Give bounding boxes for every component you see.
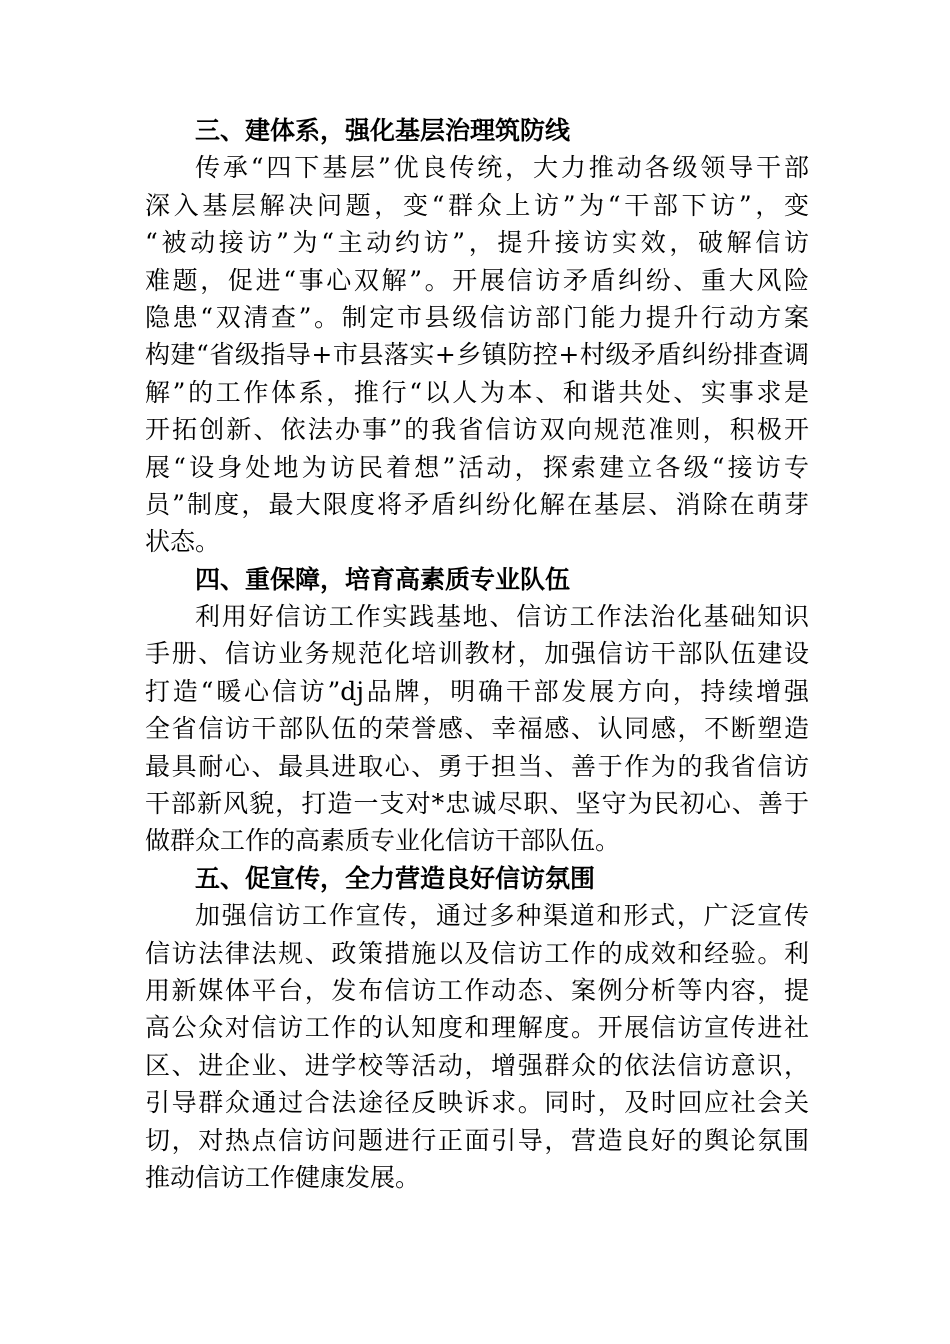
paragraph-line: 用新媒体平台，发布信访工作动态、案例分析等内容，提 <box>145 975 809 1005</box>
paragraph-line: 区、进企业、进学校等活动，增强群众的依法信访意识， <box>145 1050 809 1080</box>
paragraph-line: 员”制度，最大限度将矛盾纠纷化解在基层、消除在萌芽 <box>145 489 809 519</box>
paragraph-line: 最具耐心、最具进取心、勇于担当、善于作为的我省信访 <box>145 751 809 781</box>
paragraph-line: 高公众对信访工作的认知度和理解度。开展信访宣传进社 <box>145 1013 809 1043</box>
paragraph-line: 做群众工作的高素质专业化信访干部队伍。 <box>145 826 621 856</box>
section-heading: 三、建体系，强化基层治理筑防线 <box>195 116 571 145</box>
paragraph-line: 全省信访干部队伍的荣誉感、幸福感、认同感，不断塑造 <box>145 714 809 744</box>
paragraph-line: 推动信访工作健康发展。 <box>145 1162 421 1192</box>
paragraph-line: 手册、信访业务规范化培训教材，加强信访干部队伍建设 <box>145 639 809 669</box>
section-heading: 五、促宣传，全力营造良好信访氛围 <box>195 863 596 893</box>
paragraph-line: 利用好信访工作实践基地、信访工作法治化基础知识 <box>195 602 809 632</box>
paragraph-line: 切，对热点信访问题进行正面引导，营造良好的舆论氛围 <box>145 1125 809 1155</box>
paragraph-line: 打造“暖心信访”dj品牌，明确干部发展方向，持续增强 <box>145 676 809 706</box>
paragraph-line: 隐患“双清查”。制定市县级信访部门能力提升行动方案 <box>145 302 809 332</box>
paragraph-line: 信访法律法规、政策措施以及信访工作的成效和经验。利 <box>145 938 809 968</box>
paragraph-line: 解”的工作体系，推行“以人为本、和谐共处、实事求是 <box>145 377 809 407</box>
paragraph-line: 传承“四下基层”优良传统，大力推动各级领导干部 <box>195 153 809 183</box>
document-body <box>145 112 809 1196</box>
paragraph-line: 状态。 <box>145 527 221 557</box>
section-heading: 四、重保障，培育高素质专业队伍 <box>195 564 571 594</box>
paragraph-line: “被动接访”为“主动约访”，提升接访实效，破解信访 <box>145 228 809 258</box>
paragraph-line: 难题，促进“事心双解”。开展信访矛盾纠纷、重大风险 <box>145 265 809 295</box>
paragraph-line: 开拓创新、依法办事”的我省信访双向规范准则，积极开 <box>145 415 809 445</box>
paragraph-line: 加强信访工作宣传，通过多种渠道和形式，广泛宣传 <box>195 901 809 931</box>
paragraph-line: 干部新风貌，打造一支对*忠诚尽职、坚守为民初心、善于 <box>145 789 809 819</box>
paragraph-line: 展“设身处地为访民着想”活动，探索建立各级“接访专 <box>145 452 809 482</box>
paragraph-line: 引导群众通过合法途径反映诉求。同时，及时回应社会关 <box>145 1088 809 1118</box>
paragraph-line: 构建“省级指导+市县落实+乡镇防控+村级矛盾纠纷排查调 <box>145 340 809 370</box>
paragraph-line: 深入基层解决问题，变“群众上访”为“干部下访”，变 <box>145 190 809 220</box>
